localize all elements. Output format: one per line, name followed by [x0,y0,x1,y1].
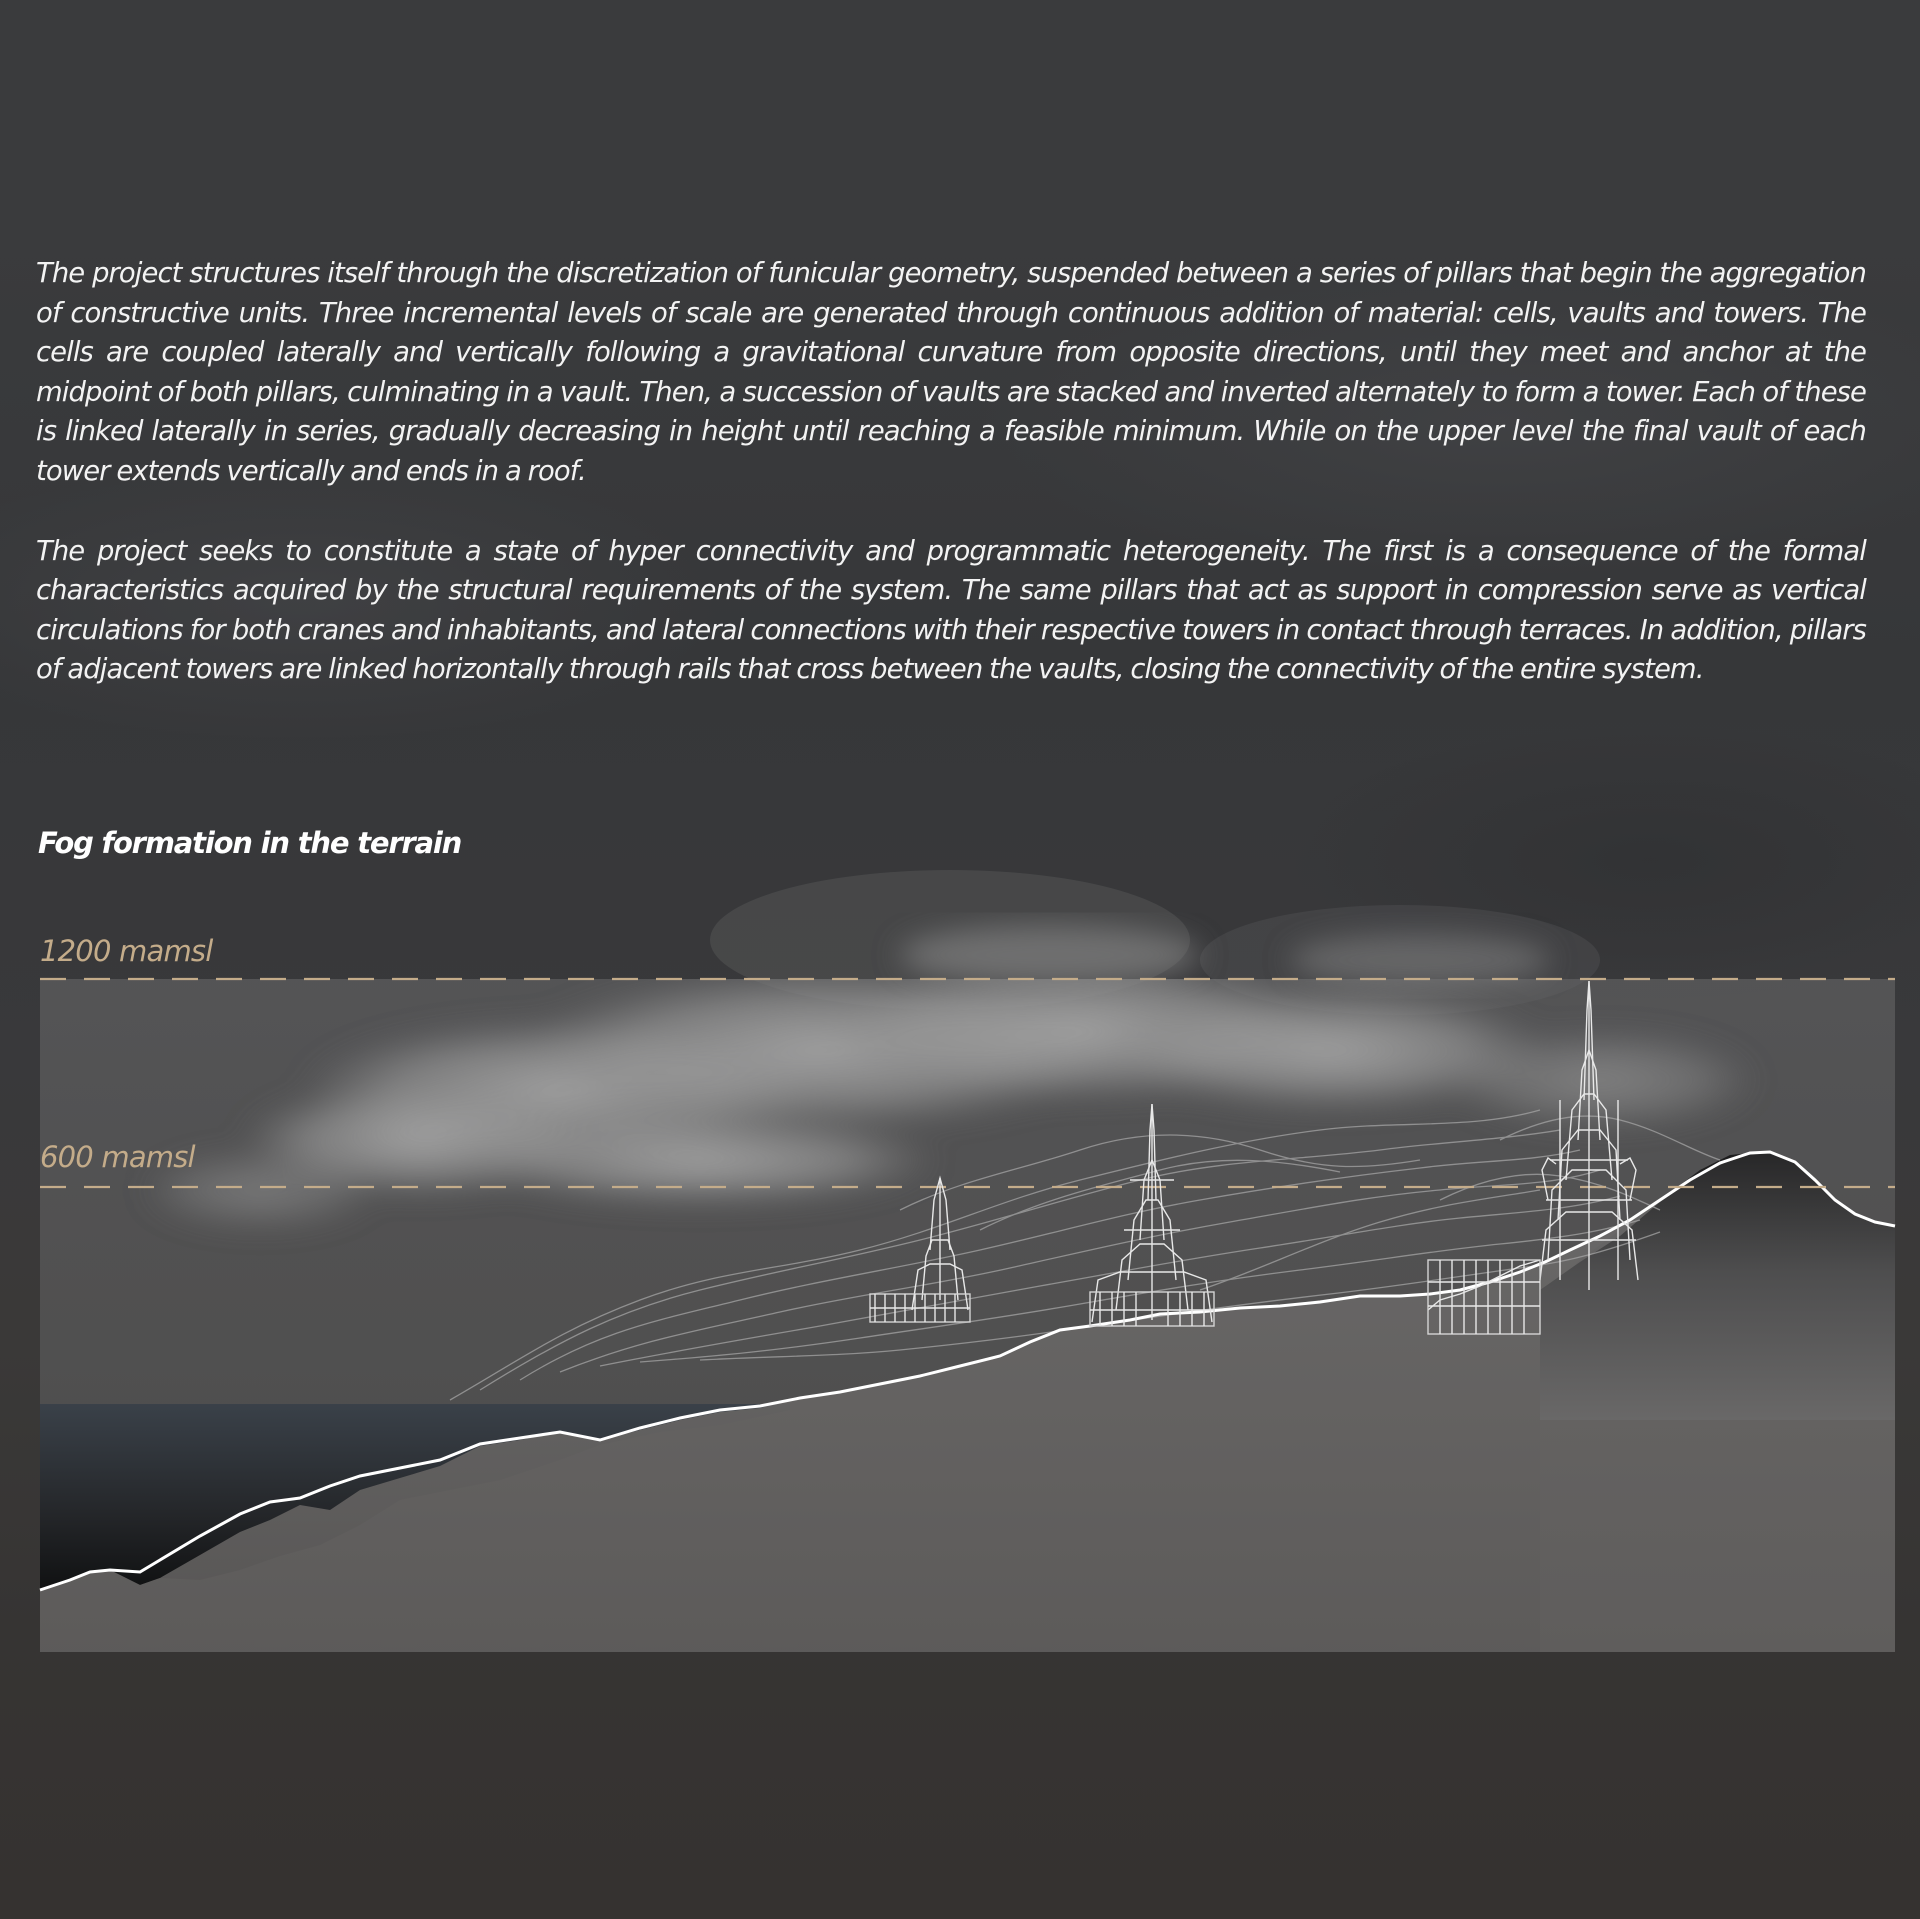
fog-cloud-upper [900,925,1550,986]
paragraph-structure: The project structures itself through the discretization of funicular geometry, suspended between a series of pillars that begin the aggregation of constructive units. Three incremental levels of scale are generated through continuous addition of material: cells, vaults and towers. The cells are coupled laterally and vertically following a gravitational curvature from opposite directions, until they meet and anchor at the midpoint of both pillars, culminating in a vault. Then, a succession of vaults are stacked and inverted alternately to form a tower. Each of these is linked laterally in series, gradually decreasing in height until reaching a feasible minimum. While on the upper level the final vault of each tower extends vertically and ends in a roof. [36,258,1866,487]
level-label-600: 600 mamsl [40,1140,195,1174]
paragraph-connectivity: The project seeks to constitute a state of hyper connectivity and programmatic heterogeneity. The first is a consequence of the formal characteristics acquired by the structural requirements of the system. The same pillars that act as support in compression serve as vertical circulations for both cranes and inhabitants, and lateral connections with their respective towers in contact through terraces. In addition, pillars of adjacent towers are linked horizontally through rails that cross between the vaults, closing the connectivity of the entire system. [36,535,1866,686]
level-label-1200: 1200 mamsl [40,934,213,968]
diagram-title: Fog formation in the terrain [38,826,462,860]
